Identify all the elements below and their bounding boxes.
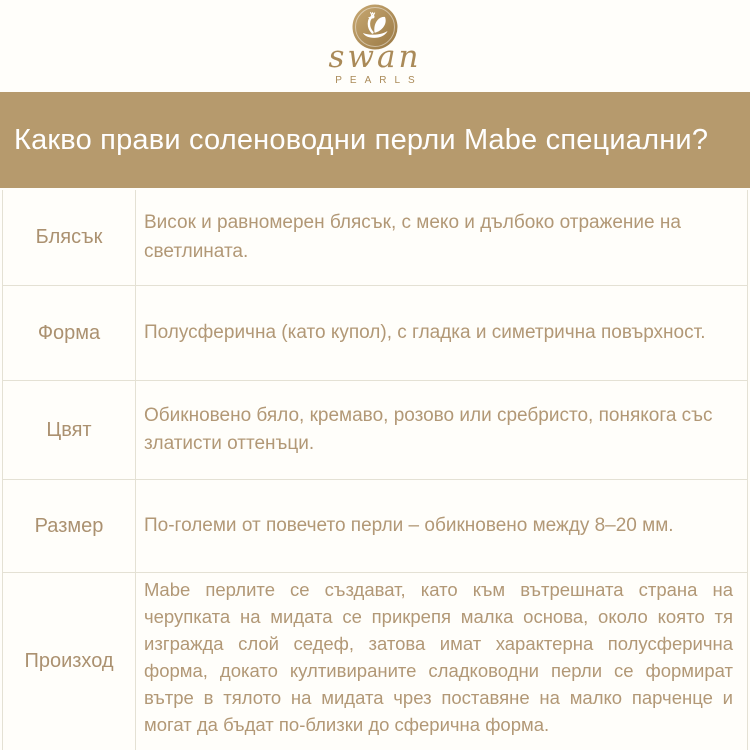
row-label: Произход [3, 573, 136, 750]
row-text-value: По-големи от повечето перли – обикновено между 8–20 мм. [144, 514, 674, 536]
row-label: Размер [3, 480, 136, 572]
row-text-value: Mabe перлите се създават, като към вътрешната страна на черупката на мидата се прикрепя малка основа, около която тя изгражда слой седеф, затова имат характерна полусферична форма, докато култивираните сладководни перли се формират вътре в тялото на мидата чрез поставяне на малко парченце и могат да бъдат по-близки до сферична форма. [144, 579, 733, 735]
table-row [3, 190, 747, 286]
table-row [3, 286, 747, 381]
row-text-value: Полусферична (като купол), с гладка и симетрична повърхност. [144, 321, 706, 343]
row-label: Форма [3, 286, 136, 380]
row-text [136, 190, 747, 285]
brand-logo [0, 0, 750, 92]
title-band [0, 92, 750, 188]
table-row [3, 573, 747, 750]
row-text [136, 573, 747, 750]
row-text-value: Висок и равномерен блясък, с меко и дълбоко отражение на светлината. [144, 212, 681, 262]
table-row [3, 480, 747, 573]
row-label: Цвят [3, 381, 136, 479]
row-text [136, 480, 747, 572]
page-title: Какво прави соленоводни перли Mabe специални? [14, 123, 709, 156]
pearl-properties-table [2, 190, 748, 750]
row-text [136, 286, 747, 380]
brand-wordmark: swan [328, 39, 422, 75]
table-row [3, 381, 747, 480]
row-label: Блясък [3, 190, 136, 285]
brand-subtitle: PEARLS [335, 75, 423, 86]
row-text [136, 381, 747, 479]
row-text-value: Обикновено бяло, кремаво, розово или сребристо, понякога със златисти оттенъци. [144, 404, 713, 454]
